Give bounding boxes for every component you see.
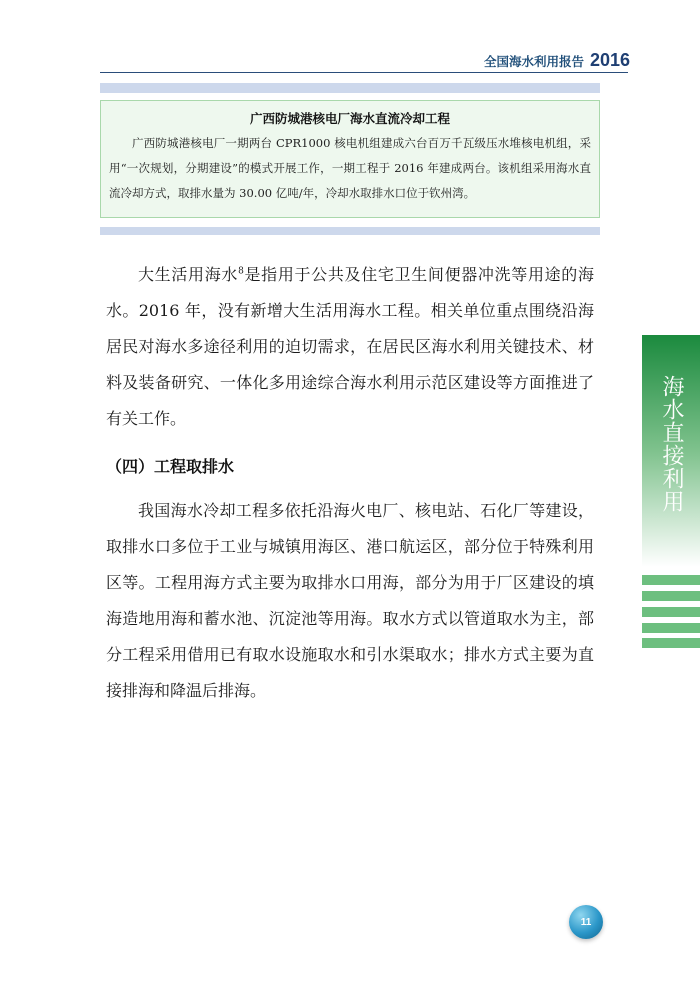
page-number: 11	[580, 916, 592, 928]
running-header	[484, 50, 630, 71]
side-stripe	[642, 607, 700, 617]
chapter-tab-label: 海水直接利用	[659, 375, 684, 513]
case-study-title: 广西防城港核电厂海水直流冷却工程	[249, 111, 450, 126]
report-year: 2016	[589, 50, 630, 70]
case-study-body: 广西防城港核电厂一期两台 CPR1000 核电机组建成六台百万千瓦级压水堆核电机组，采用“一次规划，分期建设”的模式开展工作，一期工程于 2016 年建成两台。该机组采用海水直流冷却方式，取排水量为 30.00 亿吨/年，冷却水取排水口位于钦州湾。	[109, 136, 591, 200]
section-heading: （四）工程取排水	[106, 457, 235, 476]
page-number-badge	[569, 905, 603, 939]
paragraph-intake-discharge: 我国海水冷却工程多依托沿海火电厂、核电站、石化厂等建设，取排水口多位于工业与城镇用海区、港口航运区，部分位于特殊利用区等。工程用海方式主要为取排水口用海，部分为用于厂区建设的填海造地用海和蓄水池、沉淀池等用海。取水方式以管道取水为主，部分工程采用借用已有取水设施取水和引水渠取水；排水方式主要为直接排海和降温后排海。	[106, 501, 594, 700]
box-bottom-band	[100, 227, 600, 235]
side-stripe	[642, 638, 700, 648]
report-title: 全国海水利用报告	[483, 54, 584, 69]
chapter-side-tab	[642, 335, 700, 567]
box-top-band	[100, 83, 600, 93]
case-study-box	[100, 100, 600, 218]
footnote-marker: 8	[238, 266, 244, 277]
paragraph-lead: 大生活用海水	[138, 265, 239, 284]
paragraph-rest: 是指用于公共及住宅卫生间便器冲洗等用途的海水。2016 年，没有新增大生活用海水工程。相关单位重点围绕沿海居民对海水多途径利用的迫切需求，在居民区海水利用关键技术、材料及装备研究、一体化多用途综合海水利用示范区建设等方面推进了有关工作。	[106, 265, 594, 428]
side-stripe	[642, 623, 700, 633]
side-stripe	[642, 591, 700, 601]
header-rule	[100, 72, 628, 73]
side-stripe	[642, 575, 700, 585]
paragraph-domestic-seawater	[106, 257, 594, 437]
